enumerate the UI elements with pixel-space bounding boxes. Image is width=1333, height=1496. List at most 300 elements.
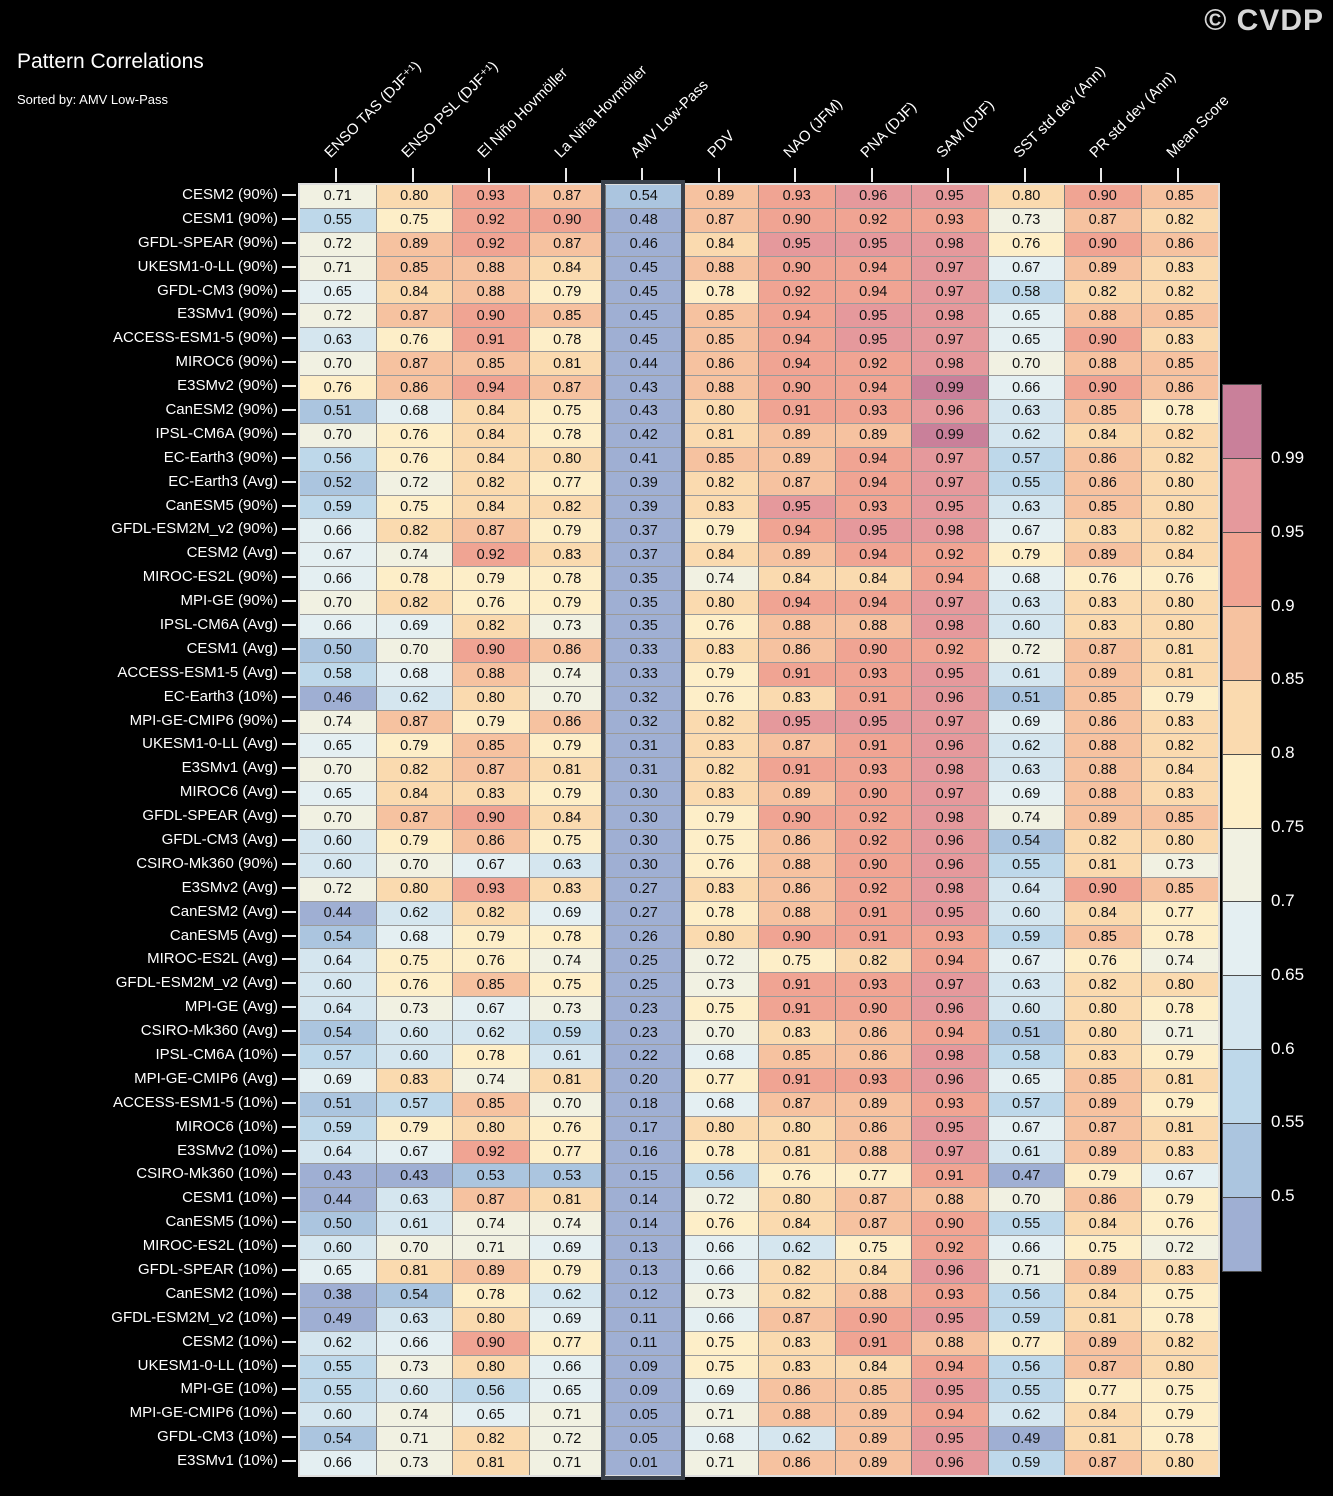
heatmap-cell: 0.89 (1065, 1260, 1142, 1284)
heatmap-cell: 0.85 (453, 973, 530, 997)
heatmap-cell: 0.76 (989, 233, 1066, 257)
row-tick (282, 1436, 296, 1438)
heatmap-cell: 0.87 (759, 1308, 836, 1332)
row-label: CESM1 (10%) (182, 1189, 278, 1207)
heatmap-cell: 0.83 (759, 687, 836, 711)
heatmap-cell: 0.86 (1065, 472, 1142, 496)
heatmap-cell: 0.86 (1065, 711, 1142, 735)
heatmap-cell: 0.56 (683, 1164, 760, 1188)
row-label: ACCESS-ESM1-5 (10%) (112, 1093, 278, 1111)
heatmap-cell: 0.86 (377, 376, 454, 400)
heatmap-cell: 0.84 (453, 448, 530, 472)
heatmap-cell: 0.79 (453, 711, 530, 735)
heatmap-cell: 0.73 (530, 997, 607, 1021)
heatmap-cell: 0.81 (1142, 1069, 1219, 1093)
heatmap-cell: 0.33 (606, 639, 683, 663)
heatmap-cell: 0.95 (912, 1427, 989, 1451)
heatmap-cell: 0.86 (759, 1379, 836, 1403)
heatmap-cell: 0.71 (989, 1260, 1066, 1284)
heatmap-cell: 0.89 (1065, 257, 1142, 281)
heatmap-cell: 0.86 (683, 352, 760, 376)
heatmap-cell: 0.73 (1142, 854, 1219, 878)
heatmap-cell: 0.86 (530, 711, 607, 735)
heatmap-cell: 0.52 (300, 472, 377, 496)
heatmap-cell: 0.82 (683, 472, 760, 496)
heatmap-cell: 0.92 (912, 639, 989, 663)
heatmap-cell: 0.91 (759, 400, 836, 424)
heatmap-cell: 0.90 (1065, 185, 1142, 209)
heatmap-cell: 0.16 (606, 1141, 683, 1165)
heatmap-cell: 0.96 (912, 1069, 989, 1093)
heatmap-cell: 0.94 (836, 543, 913, 567)
row-tick (282, 528, 296, 530)
heatmap-cell: 0.66 (377, 1332, 454, 1356)
heatmap-cell: 0.94 (912, 949, 989, 973)
column-tick (794, 168, 796, 182)
heatmap-cell: 0.68 (683, 1427, 760, 1451)
heatmap-cell: 0.46 (300, 687, 377, 711)
heatmap-cell: 0.84 (453, 424, 530, 448)
row-tick (282, 361, 296, 363)
column-tick (871, 168, 873, 182)
heatmap-cell: 0.86 (836, 1021, 913, 1045)
heatmap-cell: 0.54 (300, 926, 377, 950)
heatmap-cell: 0.55 (300, 1356, 377, 1380)
heatmap-cell: 0.89 (836, 1427, 913, 1451)
row-label: GFDL-SPEAR (10%) (137, 1261, 278, 1278)
heatmap-cell: 0.71 (683, 1451, 760, 1475)
column-header: PDV (704, 127, 738, 162)
heatmap-cell: 0.89 (836, 1403, 913, 1427)
column-header: PR std dev (Ann) (1086, 68, 1180, 162)
row-tick (282, 1126, 296, 1128)
heatmap-cell: 0.75 (683, 1332, 760, 1356)
row-label: GFDL-SPEAR (Avg) (142, 807, 278, 825)
heatmap-cell: 0.71 (530, 1451, 607, 1475)
heatmap-cell: 0.84 (836, 567, 913, 591)
heatmap-cell: 0.80 (1142, 830, 1219, 854)
heatmap-cell: 0.83 (683, 734, 760, 758)
heatmap-cell: 0.94 (912, 567, 989, 591)
heatmap-cell: 0.66 (683, 1308, 760, 1332)
heatmap-cell: 0.83 (759, 1332, 836, 1356)
heatmap-cell: 0.96 (912, 1451, 989, 1475)
heatmap-cell: 0.23 (606, 1021, 683, 1045)
heatmap-cell: 0.82 (759, 1260, 836, 1284)
row-label: MPI-GE (90%) (180, 592, 278, 610)
heatmap-cell: 0.92 (836, 209, 913, 233)
colorbar-tick-label: 0.75 (1271, 817, 1305, 836)
heatmap-cell: 0.88 (759, 1403, 836, 1427)
heatmap-cell: 0.14 (606, 1188, 683, 1212)
row-tick (282, 911, 296, 913)
heatmap-cell: 0.71 (530, 1403, 607, 1427)
heatmap-cell: 0.55 (300, 209, 377, 233)
heatmap-cell: 0.56 (453, 1379, 530, 1403)
heatmap-cell: 0.82 (683, 758, 760, 782)
heatmap-cell: 0.33 (606, 663, 683, 687)
heatmap-cell: 0.97 (912, 328, 989, 352)
row-tick (282, 863, 296, 865)
row-label: MPI-GE-CMIP6 (90%) (129, 711, 278, 729)
row-label: CSIRO-Mk360 (90%) (136, 854, 278, 872)
heatmap-cell: 0.65 (300, 281, 377, 305)
colorbar-segment (1223, 385, 1261, 459)
heatmap-cell: 0.89 (1065, 1141, 1142, 1165)
heatmap-cell: 0.96 (912, 400, 989, 424)
heatmap-cell: 0.82 (1065, 973, 1142, 997)
heatmap-cell: 0.90 (836, 782, 913, 806)
heatmap-cell: 0.93 (912, 926, 989, 950)
heatmap-cell: 0.80 (377, 878, 454, 902)
row-tick (282, 1102, 296, 1104)
heatmap-cell: 0.73 (377, 997, 454, 1021)
heatmap-cell: 0.64 (989, 878, 1066, 902)
heatmap-cell: 0.47 (989, 1164, 1066, 1188)
heatmap-cell: 0.80 (530, 448, 607, 472)
heatmap-cell: 0.88 (759, 854, 836, 878)
heatmap-cell: 0.85 (759, 1045, 836, 1069)
heatmap-cell: 0.86 (1065, 448, 1142, 472)
heatmap-cell: 0.70 (300, 352, 377, 376)
row-tick (282, 1078, 296, 1080)
heatmap-cell: 0.32 (606, 711, 683, 735)
heatmap-cell: 0.98 (912, 806, 989, 830)
heatmap-cell: 0.84 (683, 543, 760, 567)
heatmap-cell: 0.96 (912, 1260, 989, 1284)
heatmap-cell: 0.05 (606, 1427, 683, 1451)
heatmap-cell: 0.44 (300, 902, 377, 926)
row-label: CSIRO-Mk360 (Avg) (140, 1022, 278, 1040)
row-tick (282, 839, 296, 841)
row-tick (282, 290, 296, 292)
heatmap-cell: 0.82 (1142, 734, 1219, 758)
heatmap-cell: 0.95 (836, 233, 913, 257)
heatmap-cell: 0.80 (1142, 615, 1219, 639)
heatmap-cell: 0.79 (1065, 1164, 1142, 1188)
heatmap-cell: 0.97 (912, 782, 989, 806)
heatmap-cell: 0.82 (1142, 209, 1219, 233)
heatmap-cell: 0.32 (606, 687, 683, 711)
heatmap-cell: 0.79 (683, 519, 760, 543)
row-label: MPI-GE (10%) (180, 1380, 278, 1398)
heatmap-cell: 0.92 (836, 878, 913, 902)
heatmap-cell: 0.87 (377, 711, 454, 735)
heatmap-cell: 0.83 (1065, 591, 1142, 615)
heatmap-cell: 0.31 (606, 758, 683, 782)
heatmap-cell: 0.94 (836, 376, 913, 400)
heatmap-cell: 0.81 (1065, 1427, 1142, 1451)
heatmap-cell: 0.68 (377, 400, 454, 424)
heatmap-cell: 0.75 (1142, 1379, 1219, 1403)
heatmap-cell: 0.88 (912, 1188, 989, 1212)
heatmap-cell: 0.74 (683, 567, 760, 591)
heatmap-cell: 0.98 (912, 878, 989, 902)
row-tick (282, 218, 296, 220)
heatmap-cell: 0.61 (530, 1045, 607, 1069)
row-label: GFDL-CM3 (Avg) (161, 831, 278, 848)
heatmap-cell: 0.75 (836, 1236, 913, 1260)
heatmap-cell: 0.81 (377, 1260, 454, 1284)
heatmap-cell: 0.98 (912, 519, 989, 543)
colorbar-segment (1223, 681, 1261, 755)
heatmap-cell: 0.78 (683, 281, 760, 305)
heatmap-cell: 0.51 (989, 687, 1066, 711)
heatmap-cell: 0.76 (300, 376, 377, 400)
heatmap-cell: 0.78 (530, 567, 607, 591)
heatmap-cell: 0.74 (1142, 949, 1219, 973)
heatmap-cell: 0.70 (377, 639, 454, 663)
heatmap-cell: 0.80 (453, 1308, 530, 1332)
heatmap-cell: 0.46 (606, 233, 683, 257)
heatmap-cell: 0.84 (1065, 1284, 1142, 1308)
heatmap-cell: 0.60 (377, 1045, 454, 1069)
row-tick (282, 337, 296, 339)
heatmap-cell: 0.94 (912, 1403, 989, 1427)
heatmap-cell: 0.68 (683, 1093, 760, 1117)
heatmap-cell: 0.66 (300, 615, 377, 639)
heatmap-cell: 0.71 (683, 1403, 760, 1427)
heatmap-cell: 0.88 (1065, 782, 1142, 806)
heatmap-cell: 0.85 (530, 304, 607, 328)
heatmap-cell: 0.20 (606, 1069, 683, 1093)
heatmap-cell: 0.74 (453, 1212, 530, 1236)
heatmap-cell: 0.87 (1065, 209, 1142, 233)
heatmap-cell: 0.94 (759, 352, 836, 376)
heatmap-cell: 0.82 (377, 519, 454, 543)
heatmap-cell: 0.68 (989, 567, 1066, 591)
heatmap-cell: 0.83 (1142, 328, 1219, 352)
heatmap-cell: 0.88 (1065, 304, 1142, 328)
heatmap-cell: 0.62 (377, 902, 454, 926)
heatmap-cell: 0.85 (1142, 352, 1219, 376)
heatmap-cell: 0.84 (530, 257, 607, 281)
row-label: MIROC6 (10%) (175, 1117, 278, 1135)
heatmap-cell: 0.82 (453, 472, 530, 496)
row-tick (282, 624, 296, 626)
heatmap-cell: 0.72 (683, 949, 760, 973)
heatmap-cell: 0.64 (300, 949, 377, 973)
heatmap-cell: 0.80 (377, 185, 454, 209)
cvdp-logo: © CVDP (1204, 4, 1324, 37)
row-tick (282, 1269, 296, 1271)
row-label: MIROC-ES2L (90%) (142, 568, 278, 586)
heatmap-cell: 0.94 (453, 376, 530, 400)
heatmap-cell: 0.80 (1065, 997, 1142, 1021)
heatmap-cell: 0.42 (606, 424, 683, 448)
heatmap-cell: 0.87 (1065, 1356, 1142, 1380)
heatmap-cell: 0.90 (1065, 233, 1142, 257)
heatmap-cell: 0.65 (300, 782, 377, 806)
heatmap-cell: 0.89 (377, 233, 454, 257)
row-tick (282, 696, 296, 698)
heatmap-cell: 0.90 (453, 304, 530, 328)
heatmap-cell: 0.89 (1065, 806, 1142, 830)
heatmap-cell: 0.93 (836, 1069, 913, 1093)
heatmap-cell: 0.87 (1065, 1451, 1142, 1475)
heatmap-cell: 0.85 (1142, 304, 1219, 328)
heatmap-cell: 0.95 (912, 1117, 989, 1141)
heatmap-cell: 0.69 (989, 711, 1066, 735)
heatmap-cell: 0.88 (453, 281, 530, 305)
heatmap-cell: 0.87 (1065, 1117, 1142, 1141)
heatmap-cell: 0.94 (759, 328, 836, 352)
heatmap-cell: 0.18 (606, 1093, 683, 1117)
heatmap-cell: 0.79 (530, 519, 607, 543)
row-label: GFDL-CM3 (10%) (157, 1428, 278, 1446)
heatmap-cell: 0.93 (912, 209, 989, 233)
heatmap-cell: 0.79 (530, 734, 607, 758)
heatmap-cell: 0.63 (989, 758, 1066, 782)
heatmap-cell: 0.83 (453, 782, 530, 806)
heatmap-cell: 0.76 (453, 949, 530, 973)
heatmap-cell: 0.09 (606, 1356, 683, 1380)
heatmap-cell: 0.82 (453, 902, 530, 926)
heatmap-cell: 0.91 (836, 687, 913, 711)
heatmap-cell: 0.39 (606, 472, 683, 496)
heatmap-cell: 0.67 (989, 1117, 1066, 1141)
heatmap-cell: 0.80 (453, 687, 530, 711)
heatmap-cell: 0.83 (683, 878, 760, 902)
heatmap-cell: 0.30 (606, 854, 683, 878)
heatmap-cell: 0.62 (989, 1403, 1066, 1427)
heatmap-cell: 0.84 (836, 1356, 913, 1380)
heatmap-cell: 0.54 (300, 1021, 377, 1045)
heatmap-cell: 0.91 (759, 758, 836, 782)
heatmap-cell: 0.98 (912, 758, 989, 782)
heatmap-cell: 0.05 (606, 1403, 683, 1427)
heatmap-cell: 0.88 (836, 615, 913, 639)
heatmap-cell: 0.91 (836, 926, 913, 950)
heatmap-cell: 0.57 (989, 448, 1066, 472)
heatmap-cell: 0.79 (530, 281, 607, 305)
row-tick (282, 1221, 296, 1223)
heatmap-cell: 0.83 (759, 1021, 836, 1045)
row-tick (282, 242, 296, 244)
heatmap-cell: 0.87 (836, 1212, 913, 1236)
heatmap-cell: 0.79 (453, 567, 530, 591)
heatmap-cell: 0.84 (1065, 1403, 1142, 1427)
heatmap-cell: 0.53 (453, 1164, 530, 1188)
row-label: CanESM5 (Avg) (169, 926, 278, 944)
heatmap-cell: 0.91 (836, 734, 913, 758)
heatmap-cell: 0.83 (1142, 257, 1219, 281)
row-tick (282, 935, 296, 937)
heatmap-cell: 0.77 (683, 1069, 760, 1093)
heatmap-cell: 0.93 (912, 1093, 989, 1117)
column-tick (565, 168, 567, 182)
heatmap-cell: 0.70 (377, 1236, 454, 1260)
row-tick (282, 481, 296, 483)
heatmap-cell: 0.48 (606, 209, 683, 233)
heatmap-cell: 0.82 (1065, 281, 1142, 305)
heatmap-cell: 0.85 (453, 1093, 530, 1117)
heatmap-cell: 0.83 (683, 496, 760, 520)
heatmap-cell: 0.62 (759, 1236, 836, 1260)
heatmap-cell: 0.85 (1065, 1069, 1142, 1093)
heatmap-cell: 0.72 (530, 1427, 607, 1451)
heatmap-cell: 0.90 (1065, 376, 1142, 400)
heatmap-cell: 0.81 (1142, 639, 1219, 663)
row-tick (282, 1245, 296, 1247)
heatmap-cell: 0.96 (912, 997, 989, 1021)
heatmap-cell: 0.66 (989, 1236, 1066, 1260)
heatmap-cell: 0.17 (606, 1117, 683, 1141)
heatmap-cell: 0.73 (989, 209, 1066, 233)
heatmap-cell: 0.43 (606, 376, 683, 400)
heatmap-cell: 0.78 (530, 424, 607, 448)
heatmap-cell: 0.93 (453, 185, 530, 209)
heatmap-cell: 0.84 (453, 496, 530, 520)
heatmap-cell: 0.83 (759, 1356, 836, 1380)
heatmap-cell: 0.50 (300, 1212, 377, 1236)
heatmap-cell: 0.97 (912, 591, 989, 615)
heatmap-cell: 0.89 (1065, 543, 1142, 567)
heatmap-cell: 0.65 (300, 1260, 377, 1284)
heatmap-cell: 0.27 (606, 878, 683, 902)
heatmap-cell: 0.67 (1142, 1164, 1219, 1188)
heatmap-cell: 0.99 (912, 376, 989, 400)
heatmap-cell: 0.92 (836, 806, 913, 830)
heatmap-cell: 0.78 (683, 1141, 760, 1165)
heatmap-cell: 0.25 (606, 949, 683, 973)
heatmap-cell: 0.93 (912, 1284, 989, 1308)
heatmap-cell: 0.94 (912, 1356, 989, 1380)
row-tick (282, 1054, 296, 1056)
heatmap-cell: 0.60 (300, 854, 377, 878)
heatmap-cell: 0.80 (1065, 1021, 1142, 1045)
heatmap-cell: 0.66 (989, 376, 1066, 400)
heatmap-cell: 0.89 (759, 782, 836, 806)
heatmap-cell: 0.92 (453, 1141, 530, 1165)
heatmap-cell: 0.81 (530, 758, 607, 782)
heatmap-cell: 0.95 (912, 496, 989, 520)
heatmap-cell: 0.88 (759, 902, 836, 926)
heatmap-cell: 0.93 (836, 758, 913, 782)
heatmap-cell: 0.58 (989, 1045, 1066, 1069)
heatmap-cell: 0.82 (1142, 1332, 1219, 1356)
heatmap-cell: 0.83 (1065, 519, 1142, 543)
heatmap-cell: 0.61 (377, 1212, 454, 1236)
heatmap-cell: 0.78 (530, 926, 607, 950)
row-label: CESM2 (10%) (182, 1332, 278, 1350)
heatmap-cell: 0.67 (989, 519, 1066, 543)
row-label: IPSL-CM6A (90%) (155, 424, 278, 442)
heatmap-cell: 0.54 (300, 1427, 377, 1451)
heatmap-cell: 0.79 (377, 1117, 454, 1141)
column-tick (718, 168, 720, 182)
heatmap-cell: 0.63 (989, 400, 1066, 424)
heatmap-cell: 0.88 (683, 257, 760, 281)
heatmap-cell: 0.89 (759, 424, 836, 448)
heatmap-cell: 0.88 (1065, 734, 1142, 758)
heatmap-cell: 0.89 (1065, 1093, 1142, 1117)
column-header: AMV Low-Pass (627, 76, 713, 162)
heatmap-cell: 0.85 (453, 734, 530, 758)
heatmap-cell: 0.55 (989, 1379, 1066, 1403)
heatmap-cell: 0.82 (1142, 448, 1219, 472)
heatmap-cell: 0.60 (377, 1021, 454, 1045)
heatmap-cell: 0.76 (1142, 567, 1219, 591)
column-tick (1024, 168, 1026, 182)
heatmap-cell: 0.89 (683, 185, 760, 209)
heatmap-cell: 0.89 (836, 1451, 913, 1475)
heatmap-cell: 0.86 (759, 1451, 836, 1475)
column-tick (488, 168, 490, 182)
heatmap-cell: 0.75 (530, 973, 607, 997)
heatmap-cell: 0.60 (989, 615, 1066, 639)
heatmap-cell: 0.50 (300, 639, 377, 663)
